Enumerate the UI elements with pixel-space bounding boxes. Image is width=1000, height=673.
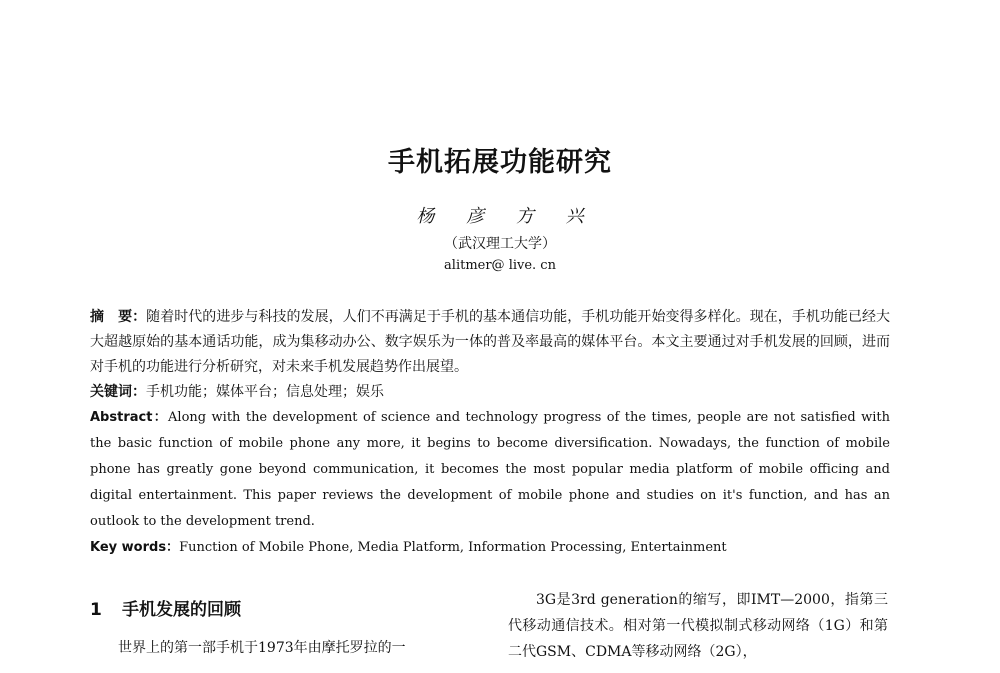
keywords-en-label: Key words： <box>90 540 180 555</box>
abstract-en <box>90 405 890 535</box>
abstract-en-text: Along with the development of science and technology progress of the times, people are not satisfied with the basic function of mobile phone any more, it begins to become diversification. Nowadays, the function of mobile phone has greatly gone beyond communication, it becomes the most popular media platform of mobile officing and digital entertainment. This paper reviews the development of mobile phone and studies on it's function, and has an outlook to the development trend. <box>90 410 890 529</box>
section-heading <box>90 595 475 625</box>
author-email: alitmer@ live. cn <box>444 258 556 273</box>
keywords-cn <box>90 380 890 405</box>
right-column-paragraph: 3G是3rd generation的缩写，即IMT—2000，指第三代移动通信技术。相对第一代模拟制式移动网络（1G）和第二代GSM、CDMA等移动网络（2G）， <box>508 592 888 660</box>
keywords-cn-label: 关键词： <box>90 384 146 400</box>
right-column <box>508 587 888 665</box>
keywords-cn-text: 手机功能；媒体平台；信息处理；娱乐 <box>146 384 384 400</box>
abstract-block <box>90 305 890 560</box>
paper-title: 手机拓展功能研究 <box>388 147 612 178</box>
abstract-cn-text: 随着时代的进步与科技的发展，人们不再满足于手机的基本通信功能，手机功能开始变得多样化。现在，手机功能已经大大超越原始的基本通话功能，成为集移动办公、数字娱乐为一体的普及率最高的媒体平台。本文主要通过对手机发展的回顾，进而对手机的功能进行分析研究，对未来手机发展趋势作出展望。 <box>90 309 891 375</box>
author-names: 杨 彦 方 兴 <box>416 206 584 227</box>
left-column <box>90 595 475 661</box>
keywords-en-text: Function of Mobile Phone, Media Platform, Information Processing, Entertainment <box>179 540 727 555</box>
section-paragraph: 世界上的第一部手机于1973年由摩托罗拉的一 <box>118 640 406 656</box>
abstract-cn <box>90 305 890 380</box>
section-number: 1 <box>90 600 102 620</box>
keywords-en <box>90 535 890 560</box>
abstract-en-label: Abstract： <box>90 410 169 425</box>
abstract-cn-label: 摘 要： <box>90 309 147 325</box>
author-affiliation: （武汉理工大学） <box>444 236 556 252</box>
section-title: 手机发展的回顾 <box>122 600 241 620</box>
